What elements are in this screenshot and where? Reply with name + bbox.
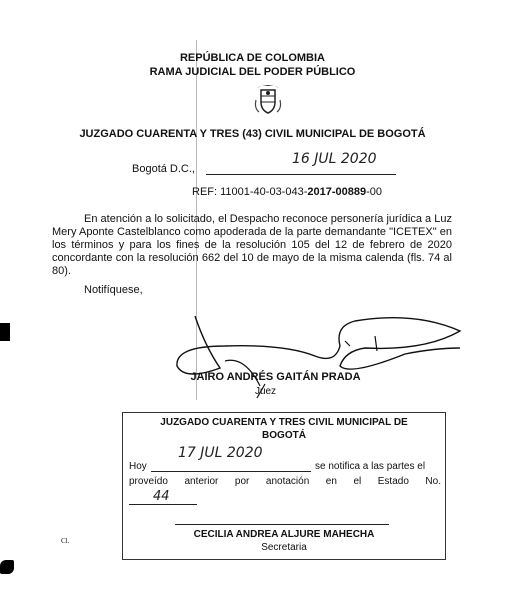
- country-heading: REPÚBLICA DE COLOMBIA: [179, 52, 326, 64]
- notify-text: Notifíquese,: [84, 284, 143, 296]
- stamp-notice-line2: proveído anterior por anotación en el Estado No.: [129, 476, 441, 487]
- secretary-role: Secretaria: [261, 542, 307, 553]
- reference-line: [192, 186, 382, 198]
- reference-number: 2017-00889: [307, 186, 367, 198]
- date-label: Bogotá D.C.,: [132, 163, 195, 175]
- body-paragraph: En atención a lo solicitado, el Despacho reconoce personería jurídica a Luz Mery Aponte Castelblanco como apoderada de la parte demandante "ICETEX" en los términos y para los fines de la resolución 105 del 12 de febrero de 2020 concordante con la resolución 662 del 10 de mayo de la misma calenda (fls. 74 al 80).: [52, 213, 452, 277]
- signer-role: Juez: [254, 386, 277, 397]
- secretary-name: CECILIA ANDREA ALJURE MAHECHA: [193, 529, 375, 540]
- date-underline: [206, 174, 396, 175]
- notification-stamp: [122, 412, 446, 560]
- branch-heading: RAMA JUDICIAL DEL PODER PÚBLICO: [149, 66, 356, 78]
- stamp-date-underline: [151, 471, 311, 472]
- stamp-title: JUZGADO CUARENTA Y TRES CIVIL MUNICIPAL DE BOGOTÁ: [160, 417, 408, 441]
- reference-suffix: -00: [366, 186, 383, 198]
- stamp-estado-underline: [129, 504, 197, 505]
- stamp-estado-number: 44: [153, 489, 170, 504]
- reference-prefix: REF: 11001-40-03-043-: [192, 186, 308, 198]
- stamp-hoy-label: Hoy: [129, 461, 147, 472]
- handwritten-date: 16 JUL 2020: [292, 151, 377, 167]
- scan-blot: [0, 323, 10, 341]
- court-title: JUZGADO CUARENTA Y TRES (43) CIVIL MUNICIPAL DE BOGOTÁ: [79, 128, 426, 140]
- margin-initials: Cl.: [61, 537, 70, 545]
- coat-of-arms-icon: [253, 82, 283, 116]
- scan-blot: [0, 560, 14, 574]
- stamp-signature-line: [175, 524, 389, 525]
- stamp-handwritten-date: 17 JUL 2020: [178, 445, 263, 461]
- stamp-notice-text: se notifica a las partes el: [315, 461, 426, 472]
- signer-name: JAIRO ANDRÉS GAITÁN PRADA: [190, 371, 361, 383]
